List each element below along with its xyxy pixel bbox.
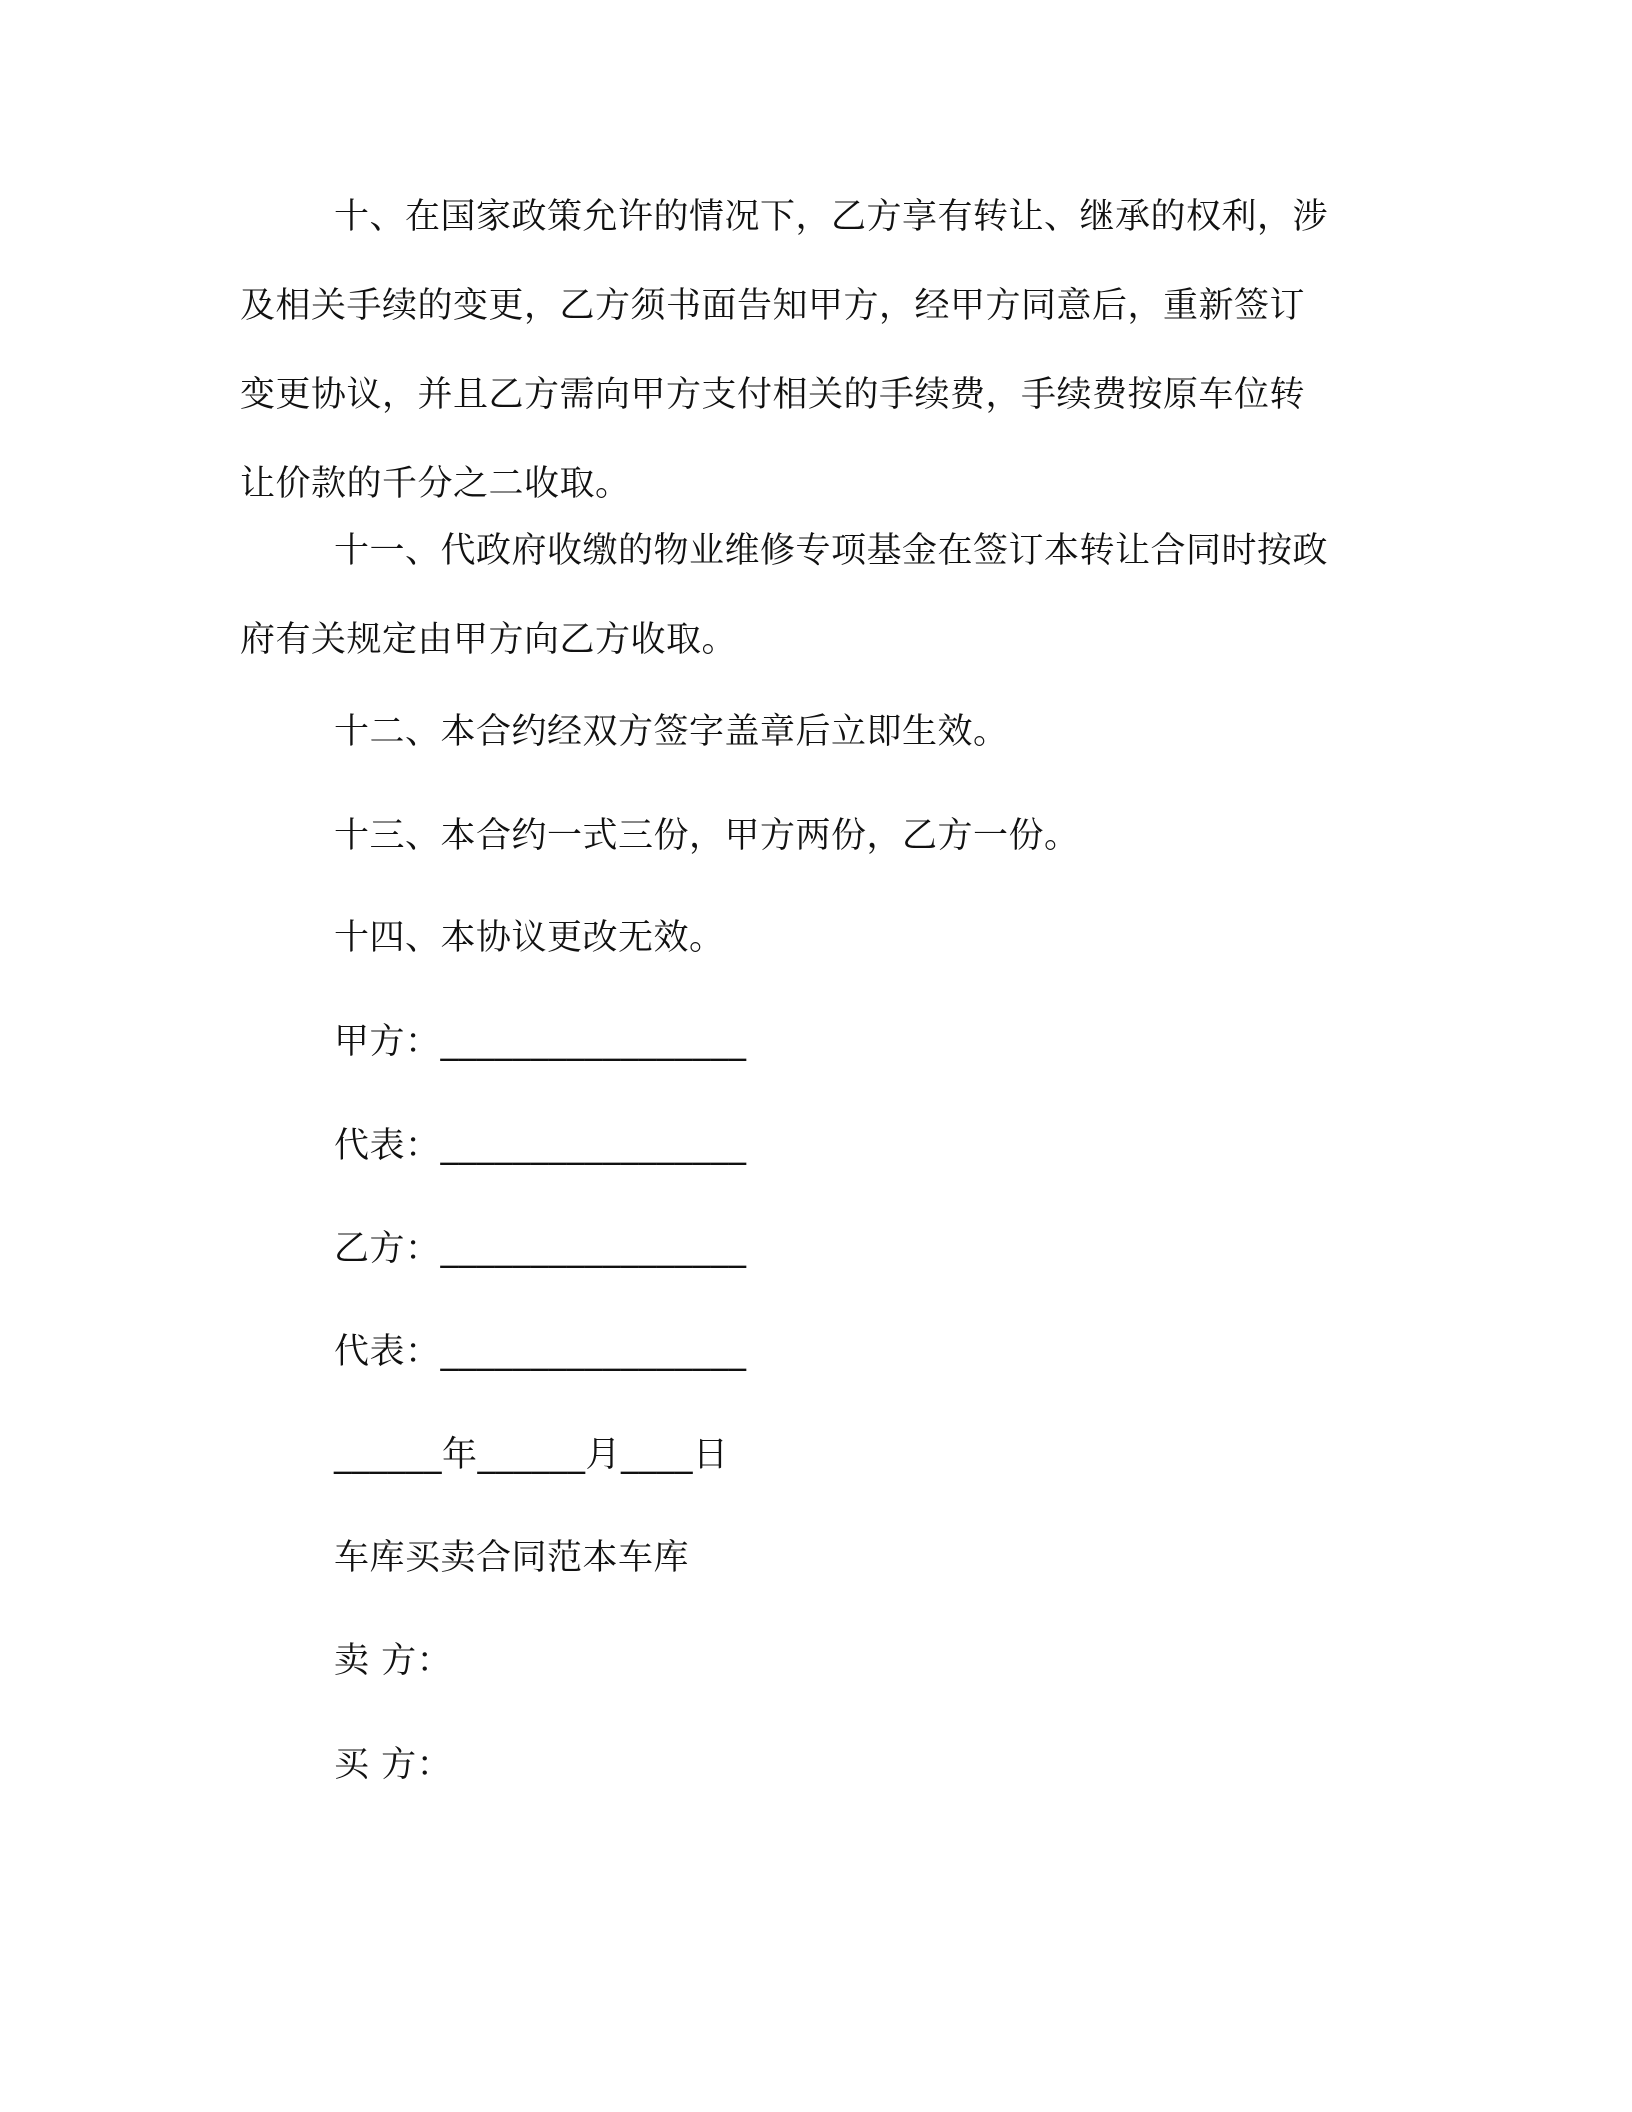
clause-11-line-1: 十一、代政府收缴的物业维修专项基金在签订本转让合同时按政 bbox=[334, 531, 1329, 571]
clause-11 bbox=[240, 507, 1390, 685]
clause-13: 十三、本合约一式三份，甲方两份，乙方一份。 bbox=[334, 816, 1080, 856]
signature-party-b: 乙方：_________________ bbox=[334, 1229, 747, 1269]
clause-10-line-1: 十、在国家政策允许的情况下，乙方享有转让、继承的权利，涉 bbox=[334, 197, 1329, 237]
seller-label: 卖 方： bbox=[334, 1641, 453, 1681]
signature-party-a: 甲方：_________________ bbox=[334, 1022, 747, 1062]
clause-10-line-3: 变更协议，并且乙方需向甲方支付相关的手续费，手续费按原车位转 bbox=[240, 375, 1306, 415]
clause-10-line-2: 及相关手续的变更，乙方须书面告知甲方，经甲方同意后，重新签订 bbox=[240, 286, 1306, 326]
clause-10-line-4: 让价款的千分之二收取。 bbox=[240, 464, 631, 504]
clause-10 bbox=[240, 173, 1390, 529]
next-contract-title: 车库买卖合同范本车库 bbox=[334, 1538, 690, 1578]
clause-14: 十四、本协议更改无效。 bbox=[334, 918, 725, 958]
signature-rep-b: 代表：_________________ bbox=[334, 1332, 747, 1372]
clause-11-line-2: 府有关规定由甲方向乙方收取。 bbox=[240, 620, 738, 660]
signature-rep-a: 代表：_________________ bbox=[334, 1126, 747, 1166]
clause-12: 十二、本合约经双方签字盖章后立即生效。 bbox=[334, 712, 1009, 752]
signature-date: ______年______月____日 bbox=[334, 1435, 729, 1475]
buyer-label: 买 方： bbox=[334, 1745, 453, 1785]
